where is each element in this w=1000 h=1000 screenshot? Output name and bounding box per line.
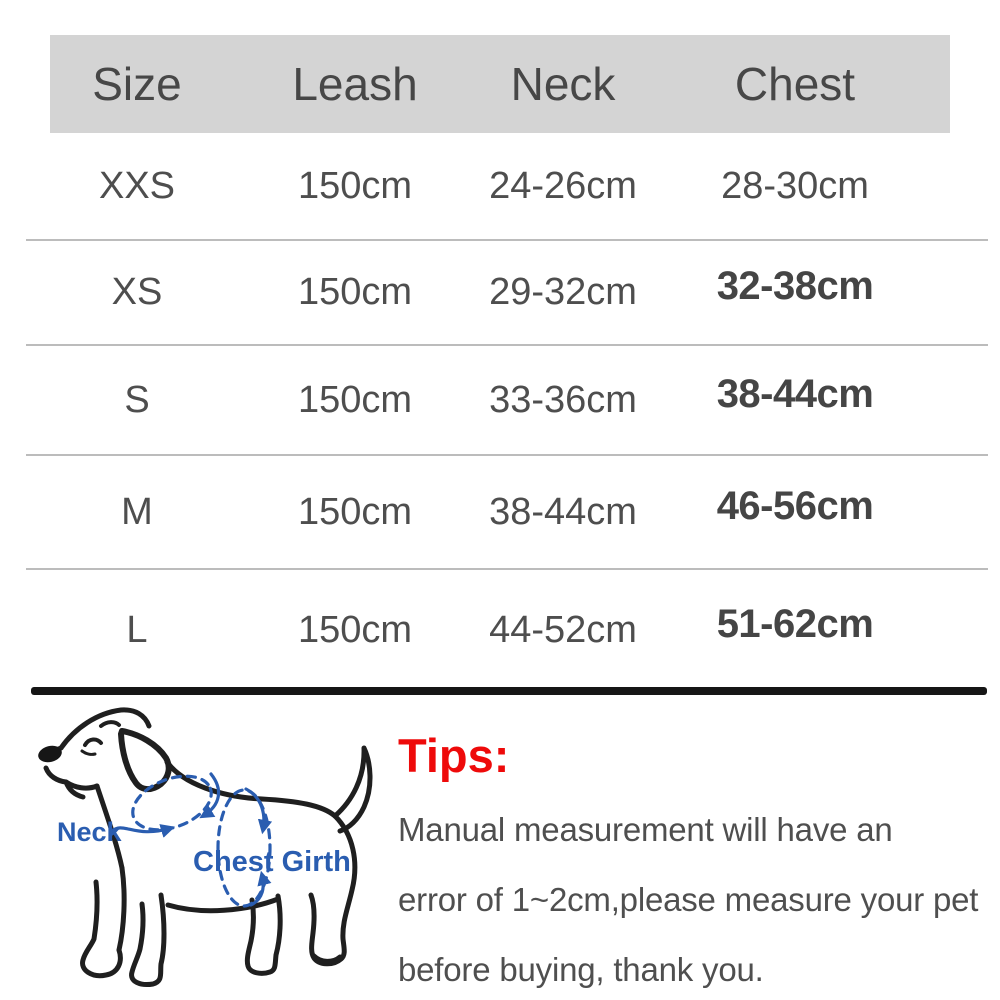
cell-chest: 38-44cm bbox=[716, 371, 874, 416]
cell-size: XS bbox=[111, 271, 163, 313]
size-table-body bbox=[50, 133, 950, 690]
row-separator bbox=[26, 568, 988, 570]
cell-neck: 24-26cm bbox=[489, 165, 637, 207]
dog-eye bbox=[85, 739, 101, 745]
cell-chest: 28-30cm bbox=[721, 165, 869, 207]
row-separator bbox=[26, 239, 988, 241]
tips-line: before buying, thank you. bbox=[398, 951, 764, 988]
cell-leash: 150cm bbox=[297, 608, 413, 651]
section-divider bbox=[31, 687, 987, 695]
table-row bbox=[50, 345, 950, 455]
chest-girth-label: Chest Girth bbox=[193, 846, 351, 878]
cell-chest: 51-62cm bbox=[716, 601, 874, 646]
chest-top-arrow bbox=[246, 789, 264, 830]
tips-text bbox=[398, 795, 978, 1000]
header-cell-chest: Chest bbox=[734, 58, 856, 110]
tips-title: Tips: bbox=[398, 729, 510, 782]
table-row bbox=[50, 133, 950, 240]
header-cell-size: Size bbox=[92, 58, 182, 110]
cell-chest: 32-38cm bbox=[716, 264, 874, 308]
cell-size: S bbox=[124, 378, 150, 421]
cell-chest: 46-56cm bbox=[716, 484, 874, 528]
cell-size: L bbox=[126, 608, 148, 651]
table-row bbox=[50, 240, 950, 345]
cell-neck: 33-36cm bbox=[489, 378, 637, 421]
cell-leash: 150cm bbox=[297, 378, 413, 421]
cell-neck: 38-44cm bbox=[489, 491, 637, 533]
cell-size: M bbox=[121, 491, 153, 533]
row-separator bbox=[26, 344, 988, 346]
cell-leash: 150cm bbox=[297, 165, 413, 207]
cell-size: XXS bbox=[98, 165, 176, 207]
table-row bbox=[50, 570, 950, 690]
tips-line: Manual measurement will have an bbox=[398, 811, 893, 848]
dog-measurement-illustration bbox=[25, 698, 390, 998]
header-cell-leash: Leash bbox=[292, 58, 418, 110]
cell-leash: 150cm bbox=[297, 271, 413, 313]
cell-neck: 29-32cm bbox=[489, 271, 637, 313]
size-table-header bbox=[50, 35, 950, 133]
cell-neck: 44-52cm bbox=[489, 608, 637, 651]
header-cell-neck: Neck bbox=[510, 58, 616, 110]
table-row bbox=[50, 455, 950, 570]
neck-label: Neck bbox=[57, 817, 122, 847]
row-separator bbox=[26, 454, 988, 456]
cell-leash: 150cm bbox=[297, 491, 413, 533]
tips-line: error of 1~2cm,please measure your pet bbox=[398, 881, 979, 918]
